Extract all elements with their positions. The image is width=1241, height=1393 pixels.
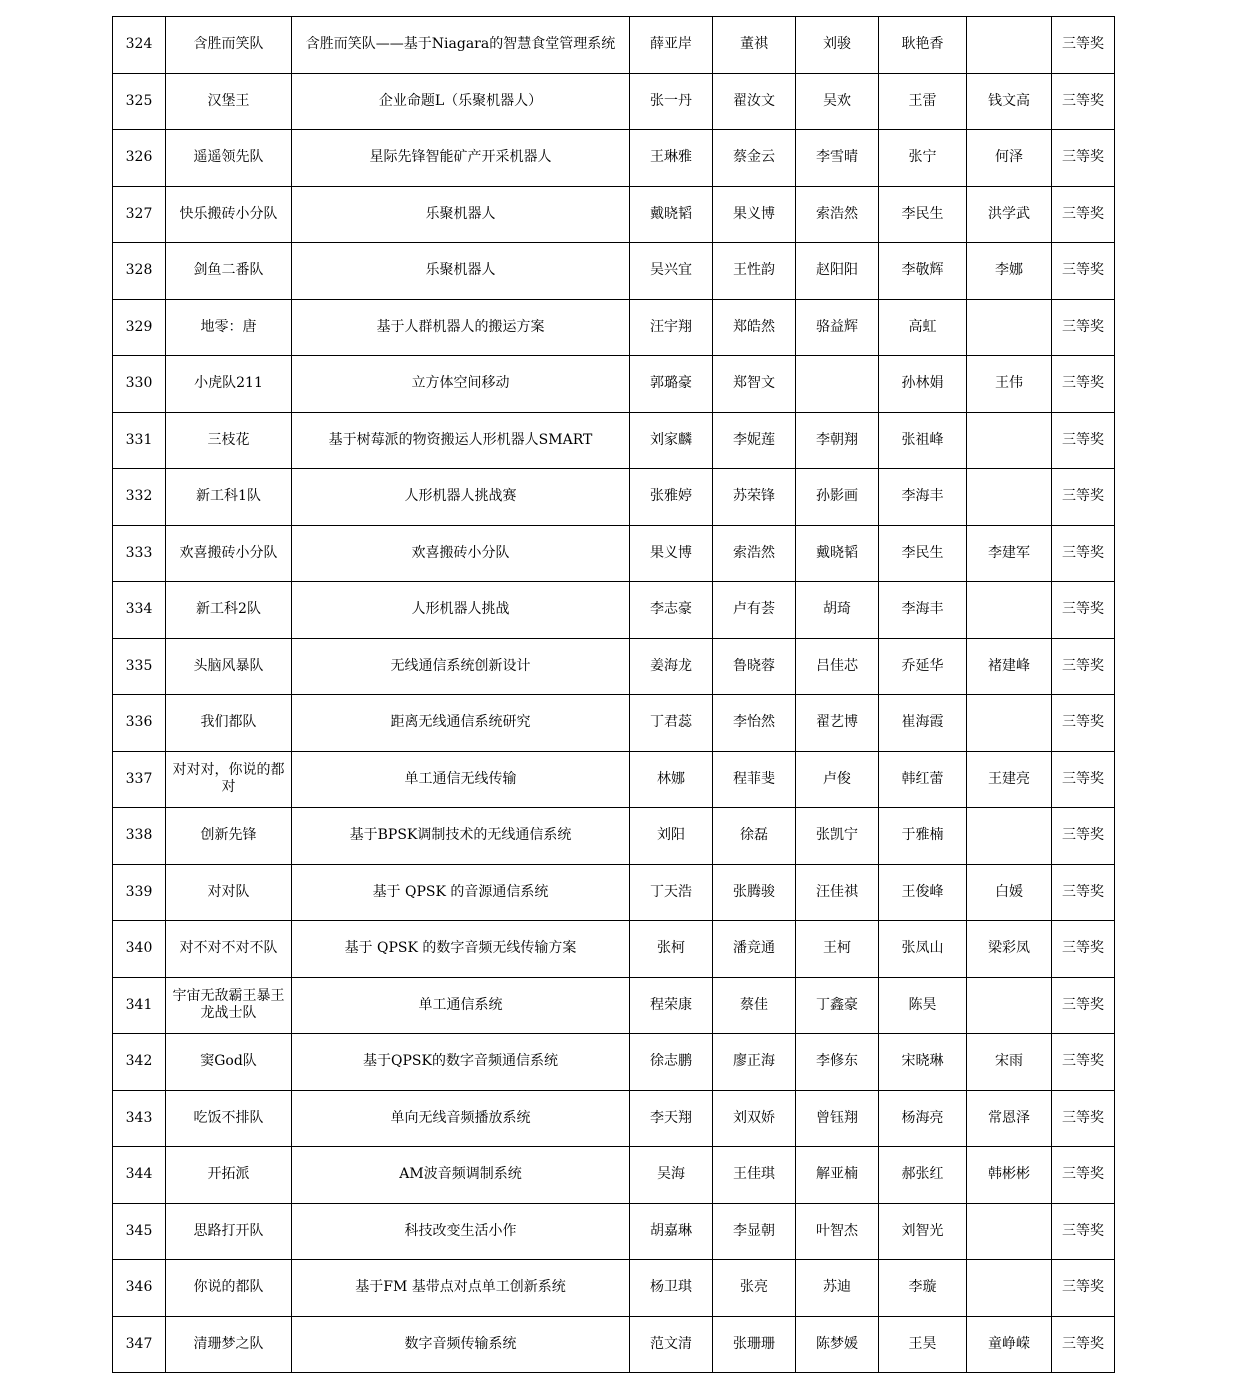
teacher-1-cell: 韩红蕾 — [879, 751, 967, 808]
team-name-cell: 地零：唐 — [166, 299, 292, 356]
award-cell: 三等奖 — [1052, 695, 1115, 752]
member-1-cell: 胡嘉琳 — [630, 1203, 713, 1260]
member-3-cell: 翟艺博 — [796, 695, 879, 752]
teacher-1-cell: 郝张红 — [879, 1147, 967, 1204]
table-row — [113, 186, 1115, 243]
row-number-cell: 338 — [113, 808, 166, 865]
team-name-cell: 剑鱼二番队 — [166, 243, 292, 300]
table-row — [113, 412, 1115, 469]
teacher-1-cell: 李民生 — [879, 186, 967, 243]
member-1-cell: 薛亚岸 — [630, 17, 713, 74]
teacher-1-cell: 耿艳香 — [879, 17, 967, 74]
project-name-cell: AM波音频调制系统 — [292, 1147, 630, 1204]
award-cell: 三等奖 — [1052, 356, 1115, 413]
teacher-2-cell — [967, 469, 1052, 526]
row-number-cell: 342 — [113, 1034, 166, 1091]
teacher-2-cell: 韩彬彬 — [967, 1147, 1052, 1204]
member-3-cell: 李雪晴 — [796, 130, 879, 187]
member-3-cell: 吴欢 — [796, 73, 879, 130]
teacher-2-cell: 童峥嵘 — [967, 1316, 1052, 1373]
project-name-cell: 单工通信无线传输 — [292, 751, 630, 808]
member-3-cell: 张凯宁 — [796, 808, 879, 865]
table-row — [113, 921, 1115, 978]
team-name-cell: 快乐搬砖小分队 — [166, 186, 292, 243]
table-row — [113, 130, 1115, 187]
teacher-2-cell — [967, 299, 1052, 356]
member-1-cell: 张一丹 — [630, 73, 713, 130]
row-number-cell: 328 — [113, 243, 166, 300]
table-row — [113, 751, 1115, 808]
teacher-2-cell — [967, 808, 1052, 865]
project-name-cell: 基于树莓派的物资搬运人形机器人SMART — [292, 412, 630, 469]
team-name-cell: 遥遥领先队 — [166, 130, 292, 187]
award-cell: 三等奖 — [1052, 17, 1115, 74]
table-row — [113, 977, 1115, 1034]
teacher-1-cell: 王昊 — [879, 1316, 967, 1373]
team-name-cell: 欢喜搬砖小分队 — [166, 525, 292, 582]
awards-table-body — [113, 17, 1115, 1373]
teacher-2-cell: 梁彩凤 — [967, 921, 1052, 978]
team-name-cell: 头脑风暴队 — [166, 638, 292, 695]
teacher-1-cell: 李海丰 — [879, 582, 967, 639]
row-number-cell: 345 — [113, 1203, 166, 1260]
project-name-cell: 含胜而笑队——基于Niagara的智慧食堂管理系统 — [292, 17, 630, 74]
teacher-1-cell: 张宁 — [879, 130, 967, 187]
team-name-cell: 三枝花 — [166, 412, 292, 469]
member-2-cell: 张珊珊 — [713, 1316, 796, 1373]
table-row — [113, 582, 1115, 639]
project-name-cell: 欢喜搬砖小分队 — [292, 525, 630, 582]
member-2-cell: 果义博 — [713, 186, 796, 243]
member-3-cell: 李修东 — [796, 1034, 879, 1091]
member-2-cell: 廖正海 — [713, 1034, 796, 1091]
member-2-cell: 李显朝 — [713, 1203, 796, 1260]
award-cell: 三等奖 — [1052, 243, 1115, 300]
member-2-cell: 蔡佳 — [713, 977, 796, 1034]
member-3-cell: 戴晓韬 — [796, 525, 879, 582]
row-number-cell: 324 — [113, 17, 166, 74]
member-1-cell: 李志豪 — [630, 582, 713, 639]
award-cell: 三等奖 — [1052, 582, 1115, 639]
member-3-cell: 刘骏 — [796, 17, 879, 74]
award-cell: 三等奖 — [1052, 751, 1115, 808]
project-name-cell: 无线通信系统创新设计 — [292, 638, 630, 695]
member-1-cell: 林娜 — [630, 751, 713, 808]
member-3-cell: 赵阳阳 — [796, 243, 879, 300]
project-name-cell: 人形机器人挑战 — [292, 582, 630, 639]
award-cell: 三等奖 — [1052, 1090, 1115, 1147]
project-name-cell: 基于 QPSK 的音源通信系统 — [292, 864, 630, 921]
award-cell: 三等奖 — [1052, 921, 1115, 978]
teacher-1-cell: 崔海霞 — [879, 695, 967, 752]
member-1-cell: 范文清 — [630, 1316, 713, 1373]
teacher-2-cell — [967, 17, 1052, 74]
row-number-cell: 327 — [113, 186, 166, 243]
member-1-cell: 吴兴宜 — [630, 243, 713, 300]
project-name-cell: 基于QPSK的数字音频通信系统 — [292, 1034, 630, 1091]
team-name-cell: 含胜而笑队 — [166, 17, 292, 74]
teacher-1-cell: 刘智光 — [879, 1203, 967, 1260]
award-cell: 三等奖 — [1052, 525, 1115, 582]
table-row — [113, 864, 1115, 921]
table-row — [113, 17, 1115, 74]
table-row — [113, 1090, 1115, 1147]
table-row — [113, 73, 1115, 130]
member-1-cell: 刘阳 — [630, 808, 713, 865]
teacher-1-cell: 孙林娟 — [879, 356, 967, 413]
teacher-2-cell — [967, 977, 1052, 1034]
team-name-cell: 对不对不对不队 — [166, 921, 292, 978]
project-name-cell: 人形机器人挑战赛 — [292, 469, 630, 526]
table-row — [113, 299, 1115, 356]
row-number-cell: 339 — [113, 864, 166, 921]
project-name-cell: 距离无线通信系统研究 — [292, 695, 630, 752]
teacher-2-cell: 王建亮 — [967, 751, 1052, 808]
project-name-cell: 科技改变生活小作 — [292, 1203, 630, 1260]
teacher-2-cell: 宋雨 — [967, 1034, 1052, 1091]
teacher-2-cell — [967, 1260, 1052, 1317]
row-number-cell: 336 — [113, 695, 166, 752]
award-cell: 三等奖 — [1052, 1147, 1115, 1204]
teacher-2-cell: 李建军 — [967, 525, 1052, 582]
member-2-cell: 王佳琪 — [713, 1147, 796, 1204]
teacher-1-cell: 李敬辉 — [879, 243, 967, 300]
table-row — [113, 808, 1115, 865]
member-2-cell: 翟汝文 — [713, 73, 796, 130]
award-cell: 三等奖 — [1052, 808, 1115, 865]
teacher-2-cell: 洪学武 — [967, 186, 1052, 243]
table-row — [113, 469, 1115, 526]
teacher-2-cell: 李娜 — [967, 243, 1052, 300]
member-2-cell: 卢有荟 — [713, 582, 796, 639]
teacher-1-cell: 张凤山 — [879, 921, 967, 978]
table-row — [113, 1203, 1115, 1260]
team-name-cell: 创新先锋 — [166, 808, 292, 865]
teacher-1-cell: 王雷 — [879, 73, 967, 130]
member-1-cell: 果义博 — [630, 525, 713, 582]
project-name-cell: 星际先锋智能矿产开采机器人 — [292, 130, 630, 187]
team-name-cell: 宇宙无敌霸王暴王龙战士队 — [166, 977, 292, 1034]
teacher-1-cell: 李民生 — [879, 525, 967, 582]
member-1-cell: 王琳雅 — [630, 130, 713, 187]
award-cell: 三等奖 — [1052, 1203, 1115, 1260]
member-2-cell: 李怡然 — [713, 695, 796, 752]
row-number-cell: 337 — [113, 751, 166, 808]
project-name-cell: 基于BPSK调制技术的无线通信系统 — [292, 808, 630, 865]
team-name-cell: 对对队 — [166, 864, 292, 921]
member-3-cell: 胡琦 — [796, 582, 879, 639]
member-2-cell: 潘竞通 — [713, 921, 796, 978]
member-2-cell: 张腾骏 — [713, 864, 796, 921]
member-2-cell: 郑皓然 — [713, 299, 796, 356]
row-number-cell: 329 — [113, 299, 166, 356]
row-number-cell: 326 — [113, 130, 166, 187]
teacher-2-cell: 钱文高 — [967, 73, 1052, 130]
team-name-cell: 对对对，你说的都对 — [166, 751, 292, 808]
member-3-cell: 李朝翔 — [796, 412, 879, 469]
award-cell: 三等奖 — [1052, 638, 1115, 695]
project-name-cell: 单工通信系统 — [292, 977, 630, 1034]
table-row — [113, 525, 1115, 582]
member-3-cell: 孙影画 — [796, 469, 879, 526]
teacher-1-cell: 杨海亮 — [879, 1090, 967, 1147]
award-cell: 三等奖 — [1052, 864, 1115, 921]
member-3-cell: 曾钰翔 — [796, 1090, 879, 1147]
teacher-2-cell — [967, 412, 1052, 469]
teacher-1-cell: 宋晓琳 — [879, 1034, 967, 1091]
row-number-cell: 343 — [113, 1090, 166, 1147]
member-3-cell: 丁鑫豪 — [796, 977, 879, 1034]
member-1-cell: 吴海 — [630, 1147, 713, 1204]
member-1-cell: 戴晓韬 — [630, 186, 713, 243]
project-name-cell: 单向无线音频播放系统 — [292, 1090, 630, 1147]
team-name-cell: 小虎队211 — [166, 356, 292, 413]
teacher-1-cell: 李海丰 — [879, 469, 967, 526]
member-1-cell: 姜海龙 — [630, 638, 713, 695]
team-name-cell: 我们都队 — [166, 695, 292, 752]
member-3-cell: 索浩然 — [796, 186, 879, 243]
project-name-cell: 数字音频传输系统 — [292, 1316, 630, 1373]
project-name-cell: 企业命题L（乐聚机器人） — [292, 73, 630, 130]
member-3-cell — [796, 356, 879, 413]
teacher-1-cell: 李璇 — [879, 1260, 967, 1317]
teacher-1-cell: 高虹 — [879, 299, 967, 356]
member-3-cell: 陈梦媛 — [796, 1316, 879, 1373]
member-1-cell: 刘家麟 — [630, 412, 713, 469]
member-3-cell: 骆益辉 — [796, 299, 879, 356]
member-3-cell: 吕佳芯 — [796, 638, 879, 695]
award-cell: 三等奖 — [1052, 1260, 1115, 1317]
award-cell: 三等奖 — [1052, 73, 1115, 130]
row-number-cell: 335 — [113, 638, 166, 695]
teacher-2-cell: 何泽 — [967, 130, 1052, 187]
member-3-cell: 苏迪 — [796, 1260, 879, 1317]
member-3-cell: 汪佳祺 — [796, 864, 879, 921]
project-name-cell: 乐聚机器人 — [292, 243, 630, 300]
team-name-cell: 清珊梦之队 — [166, 1316, 292, 1373]
team-name-cell: 你说的都队 — [166, 1260, 292, 1317]
team-name-cell: 新工科1队 — [166, 469, 292, 526]
award-cell: 三等奖 — [1052, 1034, 1115, 1091]
member-2-cell: 刘双娇 — [713, 1090, 796, 1147]
teacher-2-cell: 常恩泽 — [967, 1090, 1052, 1147]
member-1-cell: 杨卫琪 — [630, 1260, 713, 1317]
member-1-cell: 汪宇翔 — [630, 299, 713, 356]
member-1-cell: 丁君蕊 — [630, 695, 713, 752]
project-name-cell: 基于人群机器人的搬运方案 — [292, 299, 630, 356]
member-3-cell: 解亚楠 — [796, 1147, 879, 1204]
row-number-cell: 341 — [113, 977, 166, 1034]
table-row — [113, 1316, 1115, 1373]
team-name-cell: 吃饭不排队 — [166, 1090, 292, 1147]
teacher-2-cell — [967, 582, 1052, 639]
teacher-1-cell: 于雅楠 — [879, 808, 967, 865]
project-name-cell: 基于FM 基带点对点单工创新系统 — [292, 1260, 630, 1317]
row-number-cell: 346 — [113, 1260, 166, 1317]
team-name-cell: 开拓派 — [166, 1147, 292, 1204]
project-name-cell: 基于 QPSK 的数字音频无线传输方案 — [292, 921, 630, 978]
member-3-cell: 王柯 — [796, 921, 879, 978]
member-1-cell: 张柯 — [630, 921, 713, 978]
teacher-1-cell: 张祖峰 — [879, 412, 967, 469]
member-2-cell: 鲁晓蓉 — [713, 638, 796, 695]
row-number-cell: 332 — [113, 469, 166, 526]
teacher-2-cell: 王伟 — [967, 356, 1052, 413]
awards-table — [112, 16, 1115, 1373]
row-number-cell: 347 — [113, 1316, 166, 1373]
team-name-cell: 窦God队 — [166, 1034, 292, 1091]
table-row — [113, 243, 1115, 300]
row-number-cell: 325 — [113, 73, 166, 130]
award-cell: 三等奖 — [1052, 977, 1115, 1034]
member-1-cell: 徐志鹏 — [630, 1034, 713, 1091]
team-name-cell: 新工科2队 — [166, 582, 292, 639]
table-row — [113, 1147, 1115, 1204]
member-3-cell: 叶智杰 — [796, 1203, 879, 1260]
member-2-cell: 苏荣锋 — [713, 469, 796, 526]
row-number-cell: 340 — [113, 921, 166, 978]
project-name-cell: 立方体空间移动 — [292, 356, 630, 413]
team-name-cell: 汉堡王 — [166, 73, 292, 130]
award-cell: 三等奖 — [1052, 186, 1115, 243]
project-name-cell: 乐聚机器人 — [292, 186, 630, 243]
table-row — [113, 1034, 1115, 1091]
member-2-cell: 张亮 — [713, 1260, 796, 1317]
member-2-cell: 徐磊 — [713, 808, 796, 865]
teacher-2-cell — [967, 695, 1052, 752]
award-cell: 三等奖 — [1052, 1316, 1115, 1373]
teacher-1-cell: 王俊峰 — [879, 864, 967, 921]
member-2-cell: 李妮莲 — [713, 412, 796, 469]
member-1-cell: 李天翔 — [630, 1090, 713, 1147]
award-cell: 三等奖 — [1052, 412, 1115, 469]
award-cell: 三等奖 — [1052, 469, 1115, 526]
table-row — [113, 356, 1115, 413]
member-3-cell: 卢俊 — [796, 751, 879, 808]
member-1-cell: 张雅婷 — [630, 469, 713, 526]
row-number-cell: 330 — [113, 356, 166, 413]
row-number-cell: 333 — [113, 525, 166, 582]
table-row — [113, 638, 1115, 695]
member-1-cell: 程荣康 — [630, 977, 713, 1034]
teacher-2-cell: 白媛 — [967, 864, 1052, 921]
row-number-cell: 334 — [113, 582, 166, 639]
member-2-cell: 程菲斐 — [713, 751, 796, 808]
table-row — [113, 1260, 1115, 1317]
member-1-cell: 郭璐豪 — [630, 356, 713, 413]
member-2-cell: 董祺 — [713, 17, 796, 74]
award-cell: 三等奖 — [1052, 299, 1115, 356]
member-2-cell: 蔡金云 — [713, 130, 796, 187]
award-cell: 三等奖 — [1052, 130, 1115, 187]
member-2-cell: 郑智文 — [713, 356, 796, 413]
teacher-2-cell: 褚建峰 — [967, 638, 1052, 695]
row-number-cell: 344 — [113, 1147, 166, 1204]
member-2-cell: 王性韵 — [713, 243, 796, 300]
member-1-cell: 丁天浩 — [630, 864, 713, 921]
teacher-2-cell — [967, 1203, 1052, 1260]
table-row — [113, 695, 1115, 752]
teacher-1-cell: 陈昊 — [879, 977, 967, 1034]
row-number-cell: 331 — [113, 412, 166, 469]
team-name-cell: 思路打开队 — [166, 1203, 292, 1260]
member-2-cell: 索浩然 — [713, 525, 796, 582]
teacher-1-cell: 乔延华 — [879, 638, 967, 695]
